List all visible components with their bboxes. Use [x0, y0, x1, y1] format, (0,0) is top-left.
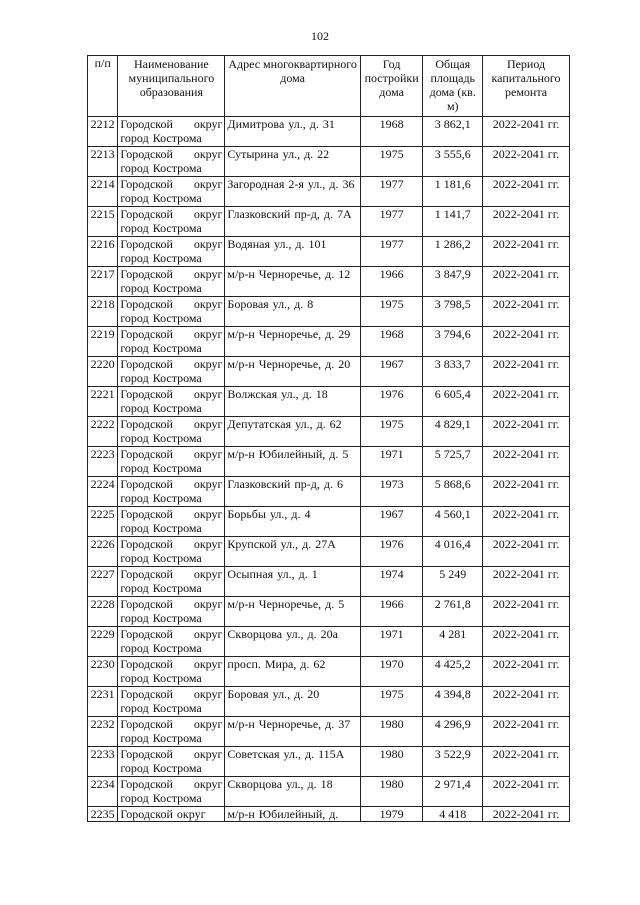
cell-year: 1980 [360, 717, 423, 747]
cell-num: 2228 [88, 597, 118, 627]
cell-area: 6 605,4 [423, 387, 483, 417]
cell-address: Сутырина ул., д. 22 [225, 147, 360, 177]
table-row [88, 807, 570, 822]
cell-year: 1979 [360, 807, 423, 822]
cell-address: Депутатская ул., д. 62 [225, 417, 360, 447]
cell-num: 2215 [88, 207, 118, 237]
table-row [88, 507, 570, 537]
cell-municipality: Городской округ город Кострома [118, 507, 225, 537]
cell-period: 2022-2041 гг. [483, 507, 570, 537]
cell-address: Осыпная ул., д. 1 [225, 567, 360, 597]
cell-municipality: Городской округ город Кострома [118, 297, 225, 327]
cell-municipality: Городской округ город Кострома [118, 777, 225, 807]
cell-year: 1966 [360, 267, 423, 297]
cell-year: 1974 [360, 567, 423, 597]
cell-address: Советская ул., д. 115А [225, 747, 360, 777]
header-period: Период капитального ремонта [483, 56, 570, 117]
page-number: 102 [311, 29, 329, 43]
table-row [88, 147, 570, 177]
header-municipality: Наименование муниципального образования [118, 56, 225, 117]
cell-num: 2217 [88, 267, 118, 297]
cell-area: 3 862,1 [423, 117, 483, 147]
table-row [88, 417, 570, 447]
cell-area: 4 281 [423, 627, 483, 657]
cell-period: 2022-2041 гг. [483, 777, 570, 807]
table-header-row [88, 56, 570, 117]
cell-period: 2022-2041 гг. [483, 537, 570, 567]
cell-period: 2022-2041 гг. [483, 627, 570, 657]
cell-period: 2022-2041 гг. [483, 567, 570, 597]
cell-period: 2022-2041 гг. [483, 417, 570, 447]
cell-num: 2220 [88, 357, 118, 387]
cell-year: 1980 [360, 747, 423, 777]
cell-address: Скворцова ул., д. 20а [225, 627, 360, 657]
cell-area: 3 555,6 [423, 147, 483, 177]
table-row [88, 207, 570, 237]
table-row [88, 687, 570, 717]
housing-table [87, 55, 570, 822]
cell-year: 1968 [360, 327, 423, 357]
table-row [88, 387, 570, 417]
cell-municipality: Городской округ город Кострома [118, 447, 225, 477]
cell-year: 1977 [360, 207, 423, 237]
cell-num: 2216 [88, 237, 118, 267]
cell-area: 3 847,9 [423, 267, 483, 297]
cell-num: 2233 [88, 747, 118, 777]
cell-area: 1 286,2 [423, 237, 483, 267]
table-row [88, 537, 570, 567]
cell-municipality: Городской округ город Кострома [118, 747, 225, 777]
cell-period: 2022-2041 гг. [483, 687, 570, 717]
table-row [88, 477, 570, 507]
cell-address: м/р-н Черноречье, д. 37 [225, 717, 360, 747]
cell-year: 1968 [360, 117, 423, 147]
cell-year: 1975 [360, 687, 423, 717]
cell-period: 2022-2041 гг. [483, 447, 570, 477]
cell-address: Глазковский пр-д, д. 6 [225, 477, 360, 507]
cell-area: 1 181,6 [423, 177, 483, 207]
table-row [88, 447, 570, 477]
table-row [88, 357, 570, 387]
cell-period: 2022-2041 гг. [483, 657, 570, 687]
cell-year: 1975 [360, 147, 423, 177]
cell-year: 1980 [360, 777, 423, 807]
cell-municipality: Городской округ город Кострома [118, 417, 225, 447]
cell-year: 1977 [360, 237, 423, 267]
cell-period: 2022-2041 гг. [483, 327, 570, 357]
table-body [88, 117, 570, 822]
cell-municipality: Городской округ город Кострома [118, 567, 225, 597]
cell-area: 3 522,9 [423, 747, 483, 777]
cell-address: м/р-н Юбилейный, д. 5 [225, 447, 360, 477]
header-area: Общая площадь дома (кв. м) [423, 56, 483, 117]
cell-address: Загородная 2-я ул., д. 36 [225, 177, 360, 207]
cell-num: 2218 [88, 297, 118, 327]
cell-period: 2022-2041 гг. [483, 387, 570, 417]
cell-address: Боровая ул., д. 8 [225, 297, 360, 327]
cell-num: 2225 [88, 507, 118, 537]
cell-num: 2231 [88, 687, 118, 717]
cell-address: м/р-н Юбилейный, д. [225, 807, 360, 822]
header-address: Адрес многоквартирного дома [225, 56, 360, 117]
cell-municipality: Городской округ город Кострома [118, 207, 225, 237]
cell-period: 2022-2041 гг. [483, 117, 570, 147]
cell-num: 2212 [88, 117, 118, 147]
cell-municipality: Городской округ город Кострома [118, 627, 225, 657]
cell-area: 4 829,1 [423, 417, 483, 447]
header-num: п/п [88, 56, 118, 117]
cell-period: 2022-2041 гг. [483, 747, 570, 777]
cell-year: 1977 [360, 177, 423, 207]
cell-address: Глазковский пр-д, д. 7А [225, 207, 360, 237]
table-row [88, 777, 570, 807]
cell-num: 2224 [88, 477, 118, 507]
cell-area: 5 725,7 [423, 447, 483, 477]
table-row [88, 657, 570, 687]
cell-municipality: Городской округ [118, 807, 225, 822]
cell-period: 2022-2041 гг. [483, 237, 570, 267]
table-row [88, 747, 570, 777]
table-row [88, 597, 570, 627]
cell-num: 2234 [88, 777, 118, 807]
table-row [88, 567, 570, 597]
cell-year: 1976 [360, 387, 423, 417]
cell-municipality: Городской округ город Кострома [118, 657, 225, 687]
cell-address: Крупской ул., д. 27А [225, 537, 360, 567]
cell-municipality: Городской округ город Кострома [118, 687, 225, 717]
cell-municipality: Городской округ город Кострома [118, 357, 225, 387]
cell-address: м/р-н Черноречье, д. 12 [225, 267, 360, 297]
cell-num: 2229 [88, 627, 118, 657]
cell-area: 4 296,9 [423, 717, 483, 747]
table-row [88, 297, 570, 327]
table-row [88, 627, 570, 657]
cell-period: 2022-2041 гг. [483, 477, 570, 507]
cell-year: 1971 [360, 627, 423, 657]
cell-municipality: Городской округ город Кострома [118, 537, 225, 567]
cell-municipality: Городской округ город Кострома [118, 477, 225, 507]
cell-period: 2022-2041 гг. [483, 207, 570, 237]
cell-year: 1976 [360, 537, 423, 567]
cell-period: 2022-2041 гг. [483, 597, 570, 627]
header-year: Год постройки дома [360, 56, 423, 117]
cell-area: 4 016,4 [423, 537, 483, 567]
cell-municipality: Городской округ город Кострома [118, 117, 225, 147]
cell-address: Димитрова ул., д. 31 [225, 117, 360, 147]
table-row [88, 117, 570, 147]
cell-address: Борьбы ул., д. 4 [225, 507, 360, 537]
cell-num: 2223 [88, 447, 118, 477]
cell-year: 1967 [360, 507, 423, 537]
table-row [88, 237, 570, 267]
cell-year: 1966 [360, 597, 423, 627]
cell-area: 4 560,1 [423, 507, 483, 537]
cell-num: 2227 [88, 567, 118, 597]
cell-num: 2219 [88, 327, 118, 357]
cell-address: Скворцова ул., д. 18 [225, 777, 360, 807]
cell-municipality: Городской округ город Кострома [118, 147, 225, 177]
cell-municipality: Городской округ город Кострома [118, 177, 225, 207]
cell-address: Водяная ул., д. 101 [225, 237, 360, 267]
cell-area: 4 418 [423, 807, 483, 822]
cell-area: 4 425,2 [423, 657, 483, 687]
cell-area: 1 141,7 [423, 207, 483, 237]
cell-year: 1971 [360, 447, 423, 477]
cell-period: 2022-2041 гг. [483, 717, 570, 747]
table-row [88, 177, 570, 207]
cell-area: 3 794,6 [423, 327, 483, 357]
cell-num: 2213 [88, 147, 118, 177]
cell-address: м/р-н Черноречье, д. 29 [225, 327, 360, 357]
cell-address: м/р-н Черноречье, д. 20 [225, 357, 360, 387]
cell-area: 3 833,7 [423, 357, 483, 387]
cell-municipality: Городской округ город Кострома [118, 597, 225, 627]
cell-num: 2221 [88, 387, 118, 417]
cell-municipality: Городской округ город Кострома [118, 237, 225, 267]
table-row [88, 327, 570, 357]
cell-area: 4 394,8 [423, 687, 483, 717]
cell-year: 1973 [360, 477, 423, 507]
cell-period: 2022-2041 гг. [483, 357, 570, 387]
cell-period: 2022-2041 гг. [483, 147, 570, 177]
cell-address: м/р-н Черноречье, д. 5 [225, 597, 360, 627]
cell-municipality: Городской округ город Кострома [118, 267, 225, 297]
cell-year: 1967 [360, 357, 423, 387]
cell-num: 2222 [88, 417, 118, 447]
cell-year: 1975 [360, 417, 423, 447]
table-row [88, 267, 570, 297]
table-row [88, 717, 570, 747]
cell-address: просп. Мира, д. 62 [225, 657, 360, 687]
cell-num: 2226 [88, 537, 118, 567]
cell-period: 2022-2041 гг. [483, 177, 570, 207]
cell-municipality: Городской округ город Кострома [118, 717, 225, 747]
cell-area: 2 971,4 [423, 777, 483, 807]
cell-period: 2022-2041 гг. [483, 297, 570, 327]
cell-period: 2022-2041 гг. [483, 267, 570, 297]
cell-area: 3 798,5 [423, 297, 483, 327]
cell-area: 5 868,6 [423, 477, 483, 507]
cell-municipality: Городской округ город Кострома [118, 327, 225, 357]
cell-year: 1970 [360, 657, 423, 687]
cell-municipality: Городской округ город Кострома [118, 387, 225, 417]
cell-num: 2230 [88, 657, 118, 687]
cell-year: 1975 [360, 297, 423, 327]
cell-num: 2232 [88, 717, 118, 747]
cell-period: 2022-2041 гг. [483, 807, 570, 822]
cell-area: 2 761,8 [423, 597, 483, 627]
cell-num: 2214 [88, 177, 118, 207]
cell-area: 5 249 [423, 567, 483, 597]
cell-address: Боровая ул., д. 20 [225, 687, 360, 717]
cell-address: Волжская ул., д. 18 [225, 387, 360, 417]
cell-num: 2235 [88, 807, 118, 822]
